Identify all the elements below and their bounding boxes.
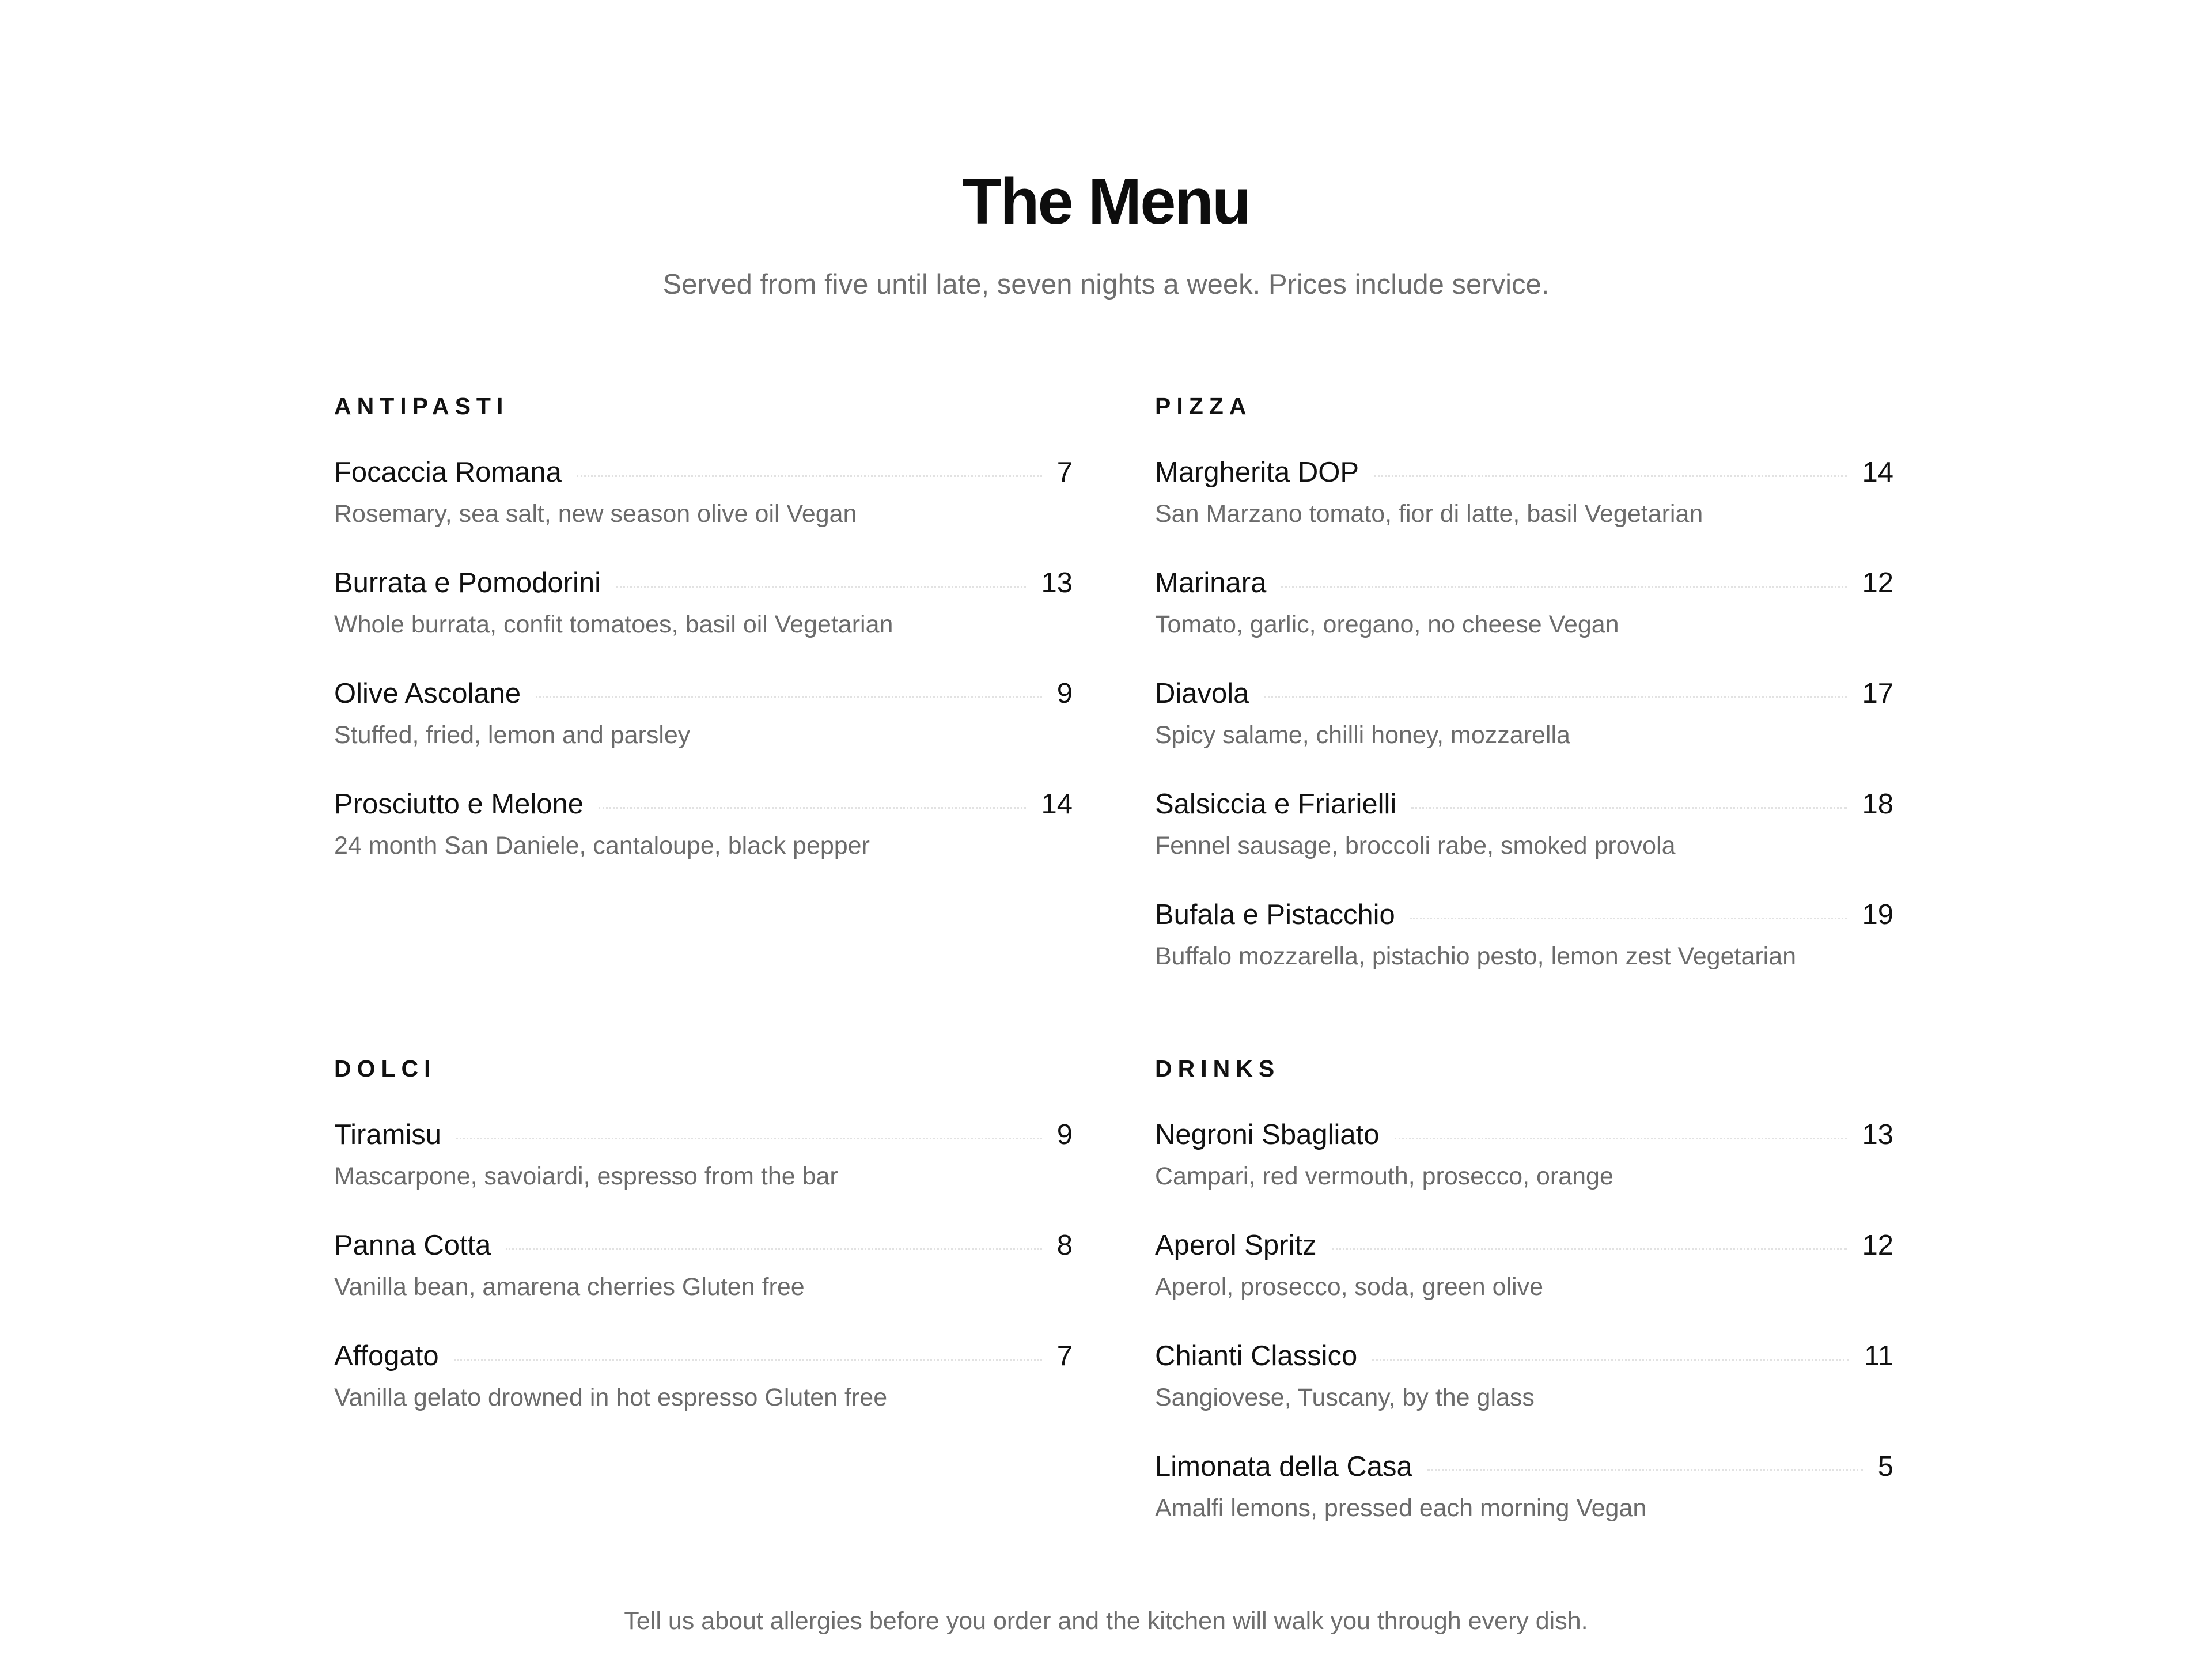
item-name: Affogato [334,1340,439,1372]
item-name: Negroni Sbagliato [1155,1119,1380,1150]
section-heading: ANTIPASTI [334,393,509,419]
item-price: 13 [1862,1119,1893,1150]
item-description: Stuffed, fried, lemon and parsley [334,721,691,749]
item-name: Diavola [1155,678,1249,709]
menu-item [1155,1446,1893,1556]
item-name: Tiramisu [334,1119,442,1150]
item-price: 11 [1864,1340,1893,1372]
item-description: Whole burrata, confit tomatoes, basil oil Vegetarian [334,611,893,638]
dotted-leader [1264,696,1847,698]
dotted-leader [1332,1248,1847,1250]
item-name: Marinara [1155,567,1267,599]
item-description: Rosemary, sea salt, new season olive oil Vegan [334,500,857,528]
item-name: Limonata della Casa [1155,1451,1412,1482]
item-description: Vanilla gelato drowned in hot espresso Gluten free [334,1384,888,1411]
page-title: The Menu [962,165,1250,237]
item-description: 24 month San Daniele, cantaloupe, black pepper [334,832,870,859]
menu-item [1155,673,1893,783]
item-description: Sangiovese, Tuscany, by the glass [1155,1384,1535,1411]
section-drinks [1155,1054,1893,1556]
item-description: Spicy salame, chilli honey, mozzarella [1155,721,1570,749]
item-price: 19 [1862,899,1893,930]
item-name: Panna Cotta [334,1230,491,1261]
dotted-leader [599,807,1026,809]
dotted-leader [536,696,1042,698]
item-price: 18 [1862,789,1893,820]
item-description: Amalfi lemons, pressed each morning Vegan [1155,1494,1647,1522]
dotted-leader [1411,807,1847,809]
page-subtitle: Served from five until late, seven nights a week. Prices include service. [662,269,1550,300]
item-name: Focaccia Romana [334,457,562,488]
dotted-leader [1372,1359,1849,1361]
menu-item [1155,1114,1893,1225]
item-name: Burrata e Pomodorini [334,567,601,599]
menu-item [1155,1225,1893,1335]
menu-item [334,783,1073,894]
section-heading: DOLCI [334,1055,437,1082]
item-name: Aperol Spritz [1155,1230,1317,1261]
item-price: 14 [1862,457,1893,488]
item-name: Margherita DOP [1155,457,1359,488]
item-name: Salsiccia e Friarielli [1155,789,1397,820]
menu-item [334,452,1073,562]
menu-item [334,1114,1073,1225]
item-description: Tomato, garlic, oregano, no cheese Vegan [1155,611,1619,638]
item-description: Buffalo mozzarella, pistachio pesto, lemon zest Vegetarian [1155,942,1797,970]
item-description: Aperol, prosecco, soda, green olive [1155,1273,1544,1301]
menu-item [1155,562,1893,673]
dotted-leader [1410,918,1847,919]
item-price: 12 [1862,567,1893,599]
item-name: Bufala e Pistacchio [1155,899,1395,930]
item-description: Fennel sausage, broccoli rabe, smoked provola [1155,832,1676,859]
item-price: 17 [1862,678,1893,709]
menu-item [1155,1335,1893,1446]
item-description: Campari, red vermouth, prosecco, orange [1155,1162,1613,1190]
dotted-leader [577,475,1042,477]
section-pizza [1155,392,1893,1005]
dotted-leader [1374,475,1847,477]
dotted-leader [506,1248,1041,1250]
dotted-leader [1395,1138,1847,1139]
menu-item [334,562,1073,673]
item-name: Chianti Classico [1155,1340,1358,1372]
dotted-leader [1281,586,1847,588]
section-dolci [334,1054,1073,1446]
dotted-leader [456,1138,1042,1139]
item-name: Olive Ascolane [334,678,521,709]
menu-item [1155,894,1893,1005]
menu-item [334,1335,1073,1446]
menu-item [334,673,1073,783]
item-price: 9 [1056,1119,1073,1150]
item-price: 7 [1056,1340,1073,1372]
item-price: 14 [1041,789,1073,820]
section-heading: DRINKS [1155,1055,1281,1082]
item-price: 7 [1056,457,1073,488]
item-price: 8 [1056,1230,1073,1261]
menu-item [334,1225,1073,1335]
item-description: Mascarpone, savoiardi, espresso from the bar [334,1162,838,1190]
menu-item [1155,452,1893,562]
dotted-leader [454,1359,1042,1361]
section-heading: PIZZA [1155,393,1252,419]
item-description: Vanilla bean, amarena cherries Gluten free [334,1273,805,1301]
allergy-note: Tell us about allergies before you order and the kitchen will walk you through every dish. [624,1607,1588,1635]
item-price: 9 [1056,678,1073,709]
dotted-leader [1427,1469,1863,1471]
item-name: Prosciutto e Melone [334,789,584,820]
menu-item [1155,783,1893,894]
item-price: 5 [1877,1451,1893,1482]
section-antipasti [334,392,1073,894]
dotted-leader [616,586,1026,588]
item-price: 12 [1862,1230,1893,1261]
item-description: San Marzano tomato, fior di latte, basil Vegetarian [1155,500,1703,528]
item-price: 13 [1041,567,1073,599]
